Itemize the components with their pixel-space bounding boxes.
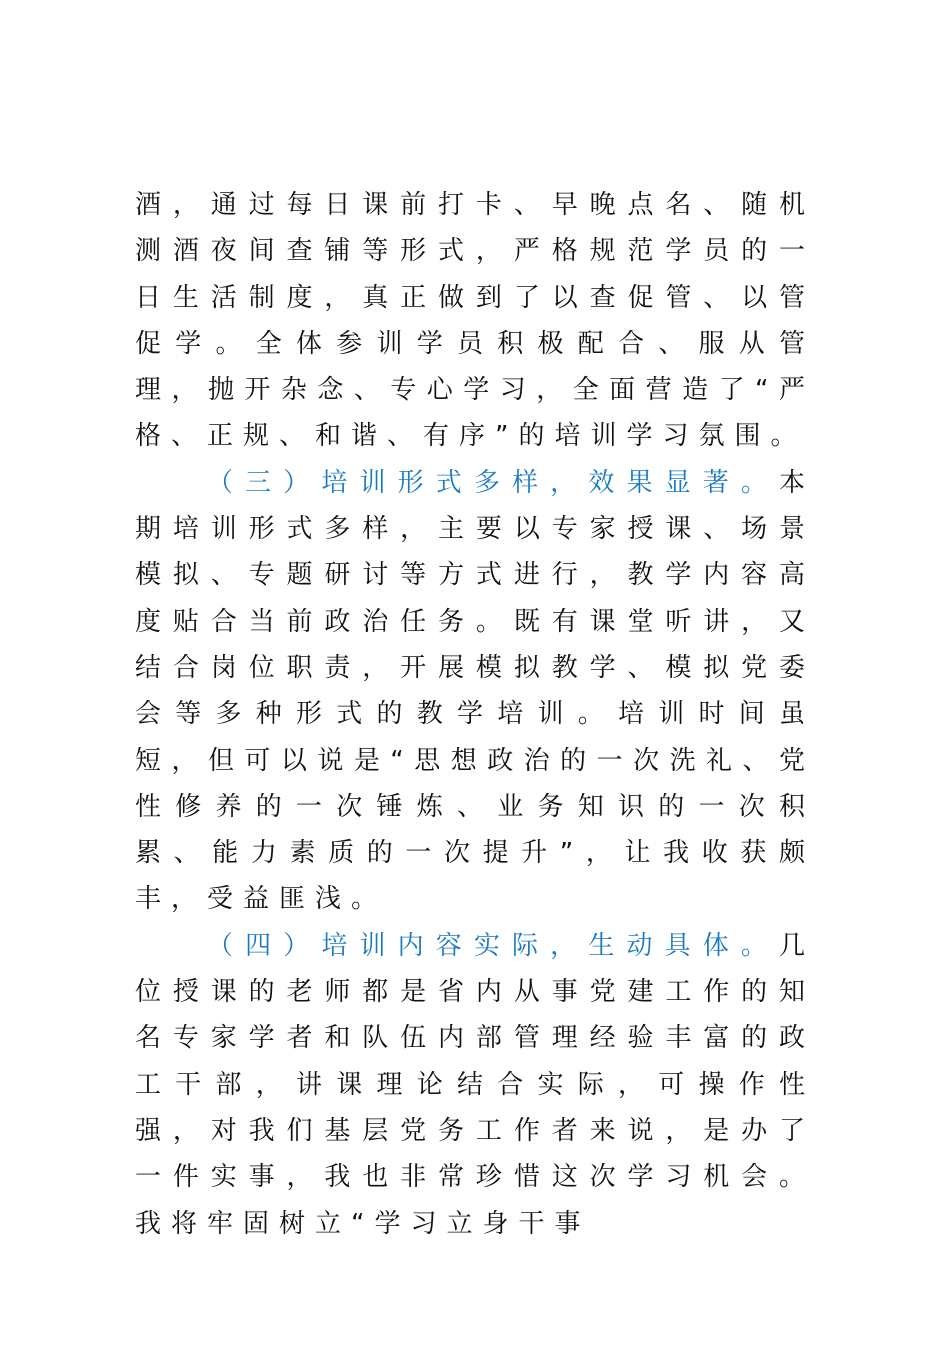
paragraph-section-four xyxy=(135,923,815,1247)
paragraph-continuation xyxy=(135,182,815,460)
paragraph-body-text: 酒，通过每日课前打卡、早晚点名、随机测酒夜间查铺等形式，严格规范学员的一日生活制度，真正做到了以查促管、以管促学。全体参训学员积极配合、服从管理，抛开杂念、专心学习，全面营造了“严格、正规、和谐、有序”的培训学习氛围。 xyxy=(135,190,815,452)
section-heading-four: （四）培训内容实际，生动具体。 xyxy=(207,930,779,961)
document-body xyxy=(135,182,815,1247)
paragraph-body-text: 几位授课的老师都是省内从事党建工作的知名专家学者和队伍内部管理经验丰富的政工干部，讲课理论结合实际，可操作性强，对我们基层党务工作者来说，是办了一件实事，我也非常珍惜这次学习机会。我将牢固树立“学习立身干事 xyxy=(135,930,815,1239)
paragraph-section-three xyxy=(135,460,815,923)
paragraph-body-text: 本期培训形式多样，主要以专家授课、场景模拟、专题研讨等方式进行，教学内容高度贴合当前政治任务。既有课堂听讲，又结合岗位职责，开展模拟教学、模拟党委会等多种形式的教学培训。培训时间虽短，但可以说是“思想政治的一次洗礼、党性修养的一次锤炼、业务知识的一次积累、能力素质的一次提升”，让我收获颇丰，受益匪浅。 xyxy=(135,467,815,915)
section-heading-three: （三）培训形式多样，效果显著。 xyxy=(207,467,779,498)
